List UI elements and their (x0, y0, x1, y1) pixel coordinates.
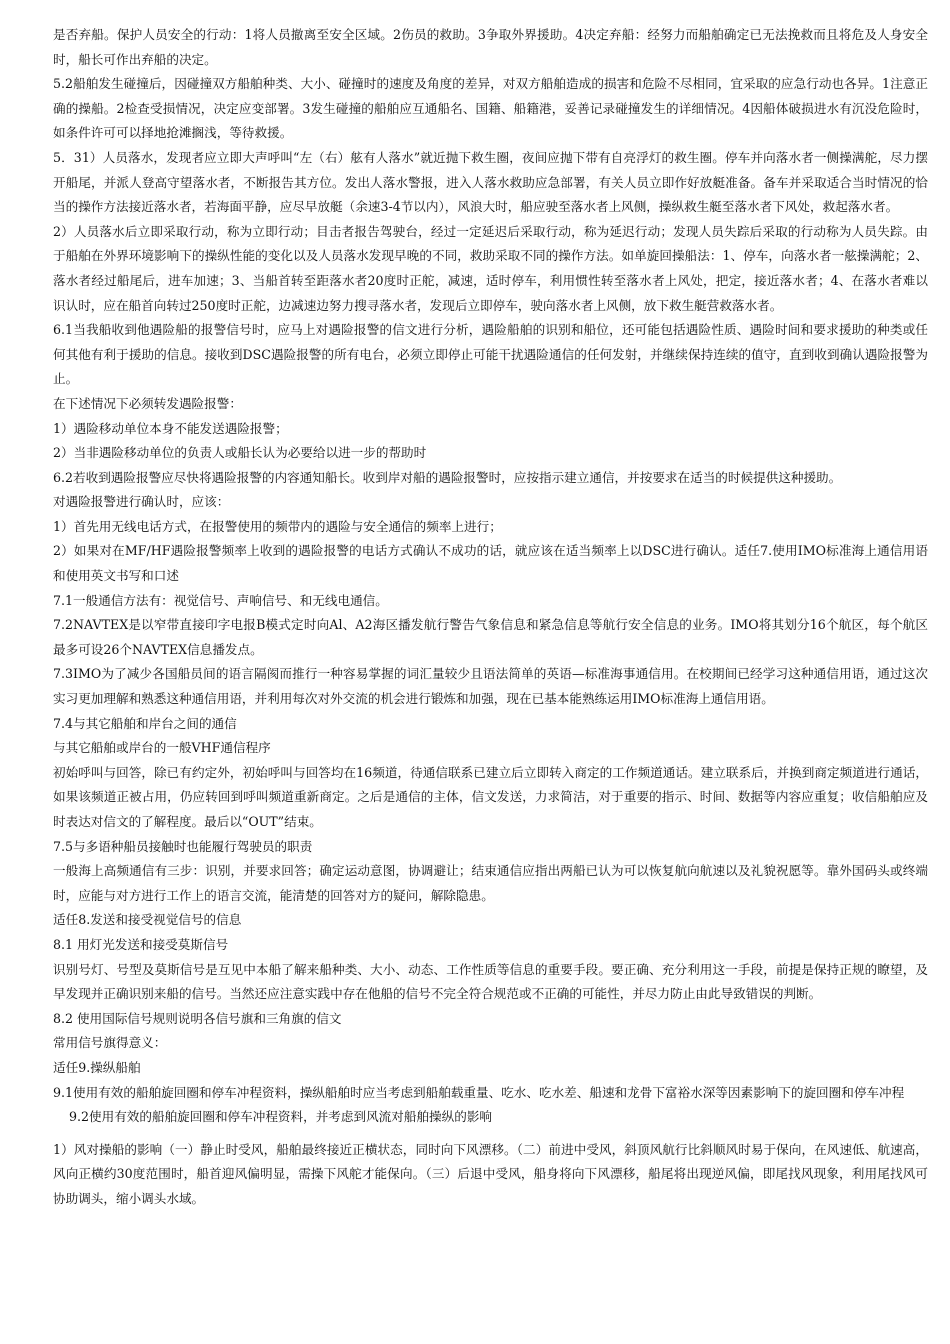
heading-vhf-procedure: 与其它船舶或岸台的一般VHF通信程序 (53, 740, 271, 756)
paragraph-lights-shapes-signals: 识别号灯、号型及莫斯信号是互见中本船了解来船种类、大小、动态、工作性质等信息的重要手段。要正确、充分利用这一手段，前提是保持正规的瞭望，及早发现并正确识别来船的信号。当然还应注意实践中存在他船的信号不完全符合规范或不正确的可能性，并尽力防止由此导致错误的判断。 (53, 961, 928, 1002)
heading-multilingual-crew: 7.5与多语种船员接触时也能履行驾驶员的职责 (53, 838, 313, 854)
heading-morse-light: 8.1 用灯光发送和接受莫斯信号 (53, 936, 229, 952)
paragraph-navtex: 7.2NAVTEX是以窄带直接印字电报B模式定时向Al、A2海区播发航行警告气象信息和紧急信息等航行安全信息的业务。IMO将其划分16个航区，每个航区最多可设26个NAVTEX信息播发点。 (53, 617, 928, 657)
paragraph-man-overboard-1: 5．31）人员落水，发现者应立即大声呼叫“左（右）舷有人落水”就近抛下救生圈，夜间应抛下带有自亮浮灯的救生圈。停车并向落水者一侧操满舵，尽力摆开船尾，并派人登高守望落水者，不断报告其方位。发出人落水警报，进入人落水救助应急部署，有关人员立即作好放艇准备。备车并采取适合当时情况的恰当的操作方法接近落水者，若海面平静，应尽早放艇（余速3-4节以内），风浪大时，船应驶至落水者上风侧，操纵救生艇至落水者下风处，救起落水者。 (53, 149, 928, 215)
paragraph-relay-condition-2: 2）当非遇险移动单位的负责人或船长认为必要给以进一步的帮助时 (53, 445, 427, 461)
paragraph-imo-smcp: 7.3IMO为了减少各国船员间的语言隔阂而推行一种容易掌握的词汇量较少且语法简单的英语—标准海事通信用。在校期间已经学习这种通信用语，通过这次实习更加理解和熟悉这种通信用语，并利用每次对外交流的机会进行锻炼和加强，现在已基本能熟练运用IMO标准海上通信用语。 (53, 666, 928, 707)
heading-signal-flags: 8.2 使用国际信号规则说明各信号旗和三角旗的信文 (53, 1010, 342, 1026)
paragraph-communication-methods: 7.1一般通信方法有：视觉信号、声响信号、和无线电通信。 (53, 592, 388, 608)
paragraph-abandon-ship: 是否弃船。保护人员安全的行动：1将人员撤离至安全区域。2伤员的救助。3争取外界援助。4决定弃船：经努力而船舶确定已无法挽救而且将危及人身安全时，船长可作出弃船的决定。 (53, 27, 928, 67)
paragraph-vhf-three-steps: 一般海上高频通信有三步：识别，并要求回答；确定运动意图，协调避让；结束通信应指出两船已认为可以恢复航向航速以及礼貌祝愿等。靠外国码头或终端时，应能与对方进行工作上的语言交流，能清楚的回答对方的疑问，解除隐患。 (53, 863, 928, 903)
paragraph-collision-response: 5.2船舶发生碰撞后，因碰撞双方船舶种类、大小、碰撞时的速度及角度的差异，对双方船舶造成的损害和危险不尽相同，宜采取的应急行动也各异。1注意正确的操船。2检查受损情况，决定应变部署。3发生碰撞的船舶应互通船名、国籍、船籍港，妥善记录碰撞发生的详细情况。4因船体破损进水有沉没危险时，如条件许可可以择地抢滩搁浅，等待救援。 (53, 76, 928, 141)
heading-ship-shore-communication: 7.4与其它船舶和岸台之间的通信 (53, 715, 237, 731)
paragraph-wind-effects: 1）风对操船的影响（一）静止时受风，船舶最终接近正横状态，同时向下风漂移。（二）前进中受风，斜顶风航行比斜顺风时易于保向，在风速低、航速高，风向正横约30度范围时，船首迎风偏明显，需操下风舵才能保向。（三）后退中受风，船身将向下风漂移，船尾将出现逆风偏，即尾找风现象，利用尾找风可协助调头，缩小调头水域。 (53, 1141, 928, 1206)
paragraph-initial-call: 初始呼叫与回答，除已有约定外，初始呼叫与回答均在16频道，待通信联系已建立后立即转入商定的工作频道通话。建立联系后，并换到商定频道进行通话，如果该频道正被占用，仍应转回到呼叫频道重新商定。之后是通信的主体，信文发送，力求简洁，对于重要的指示、时间、数据等内容应重复；收信船舶应及时表达对信文的了解程度。最后以“OUT”结束。 (53, 764, 928, 829)
paragraph-relay-conditions: 在下述情况下必须转发遇险报警： (53, 395, 242, 411)
heading-competence-9: 适任9.操纵船舶 (53, 1059, 141, 1075)
paragraph-acknowledge-2: 2）如果对在MF/HF遇险报警频率上收到的遇险报警的电话方式确认不成功的话，就应该在适当频率上以DSC进行确认。适任7.使用IMO标准海上通信用语和使用英文书写和口述 (53, 543, 928, 584)
paragraph-acknowledge-intro: 对遇险报警进行确认时，应该： (53, 494, 230, 510)
heading-competence-8: 适任8.发送和接受视觉信号的信息 (53, 912, 242, 928)
paragraph-distress-alert-received: 6.1当我船收到他遇险船的报警信号时，应马上对遇险报警的信文进行分析，遇险船舶的识别和船位，还可能包括遇险性质、遇险时间和要求援助的种类或任何其他有利于援助的信息。接收到DSC遇险报警的所有电台，必须立即停止可能干扰遇险通信的任何发射，并继续保持连续的值守，直到收到确认遇险报警为止。 (53, 322, 928, 387)
paragraph-man-overboard-2: 2）人员落水后立即采取行动，称为立即行动；目击者报告驾驶台，经过一定延迟后采取行动，称为延迟行动；发现人员失踪后采取的行动称为人员失踪。由于船舶在外界环境影响下的操纵性能的变化以及人员落水发现早晚的不同，救助采取不同的操作方法。如单旋回操船法：1、停车，向落水者一舷操满舵；2、落水者经过船尾后，进车加速；3、当船首转至距落水者20度时正舵，减速，适时停车，利用惯性转至落水者上风处，把定，接近落水者；4、在落水者难以识认时，应在船首向转过250度时正舵，边减速边努力搜寻落水者，发现后立即停车，驶向落水者上风侧，放下救生艇营救落水者。 (53, 223, 928, 313)
paragraph-acknowledge-1: 1）首先用无线电话方式，在报警使用的频带内的遇险与安全通信的频率上进行； (53, 518, 502, 534)
paragraph-distress-notify-master: 6.2若收到遇险报警应尽快将遇险报警的内容通知船长。收到岸对船的遇险报警时，应按指示建立通信，并按要求在适当的时候提供这种援助。 (53, 469, 842, 485)
paragraph-turning-circle: 9.1使用有效的船舶旋回圈和停车冲程资料，操纵船舶时应当考虑到船舶载重量、吃水、吃水差、船速和龙骨下富裕水深等因素影响下的旋回圈和停车冲程 (53, 1084, 905, 1100)
paragraph-flag-meanings: 常用信号旗得意义： (53, 1035, 167, 1051)
paragraph-relay-condition-1: 1）遇险移动单位本身不能发送遇险报警； (53, 420, 288, 436)
heading-wind-current-effects: 9.2使用有效的船舶旋回圈和停车冲程资料，并考虑到风流对船舶操纵的影响 (69, 1109, 493, 1125)
